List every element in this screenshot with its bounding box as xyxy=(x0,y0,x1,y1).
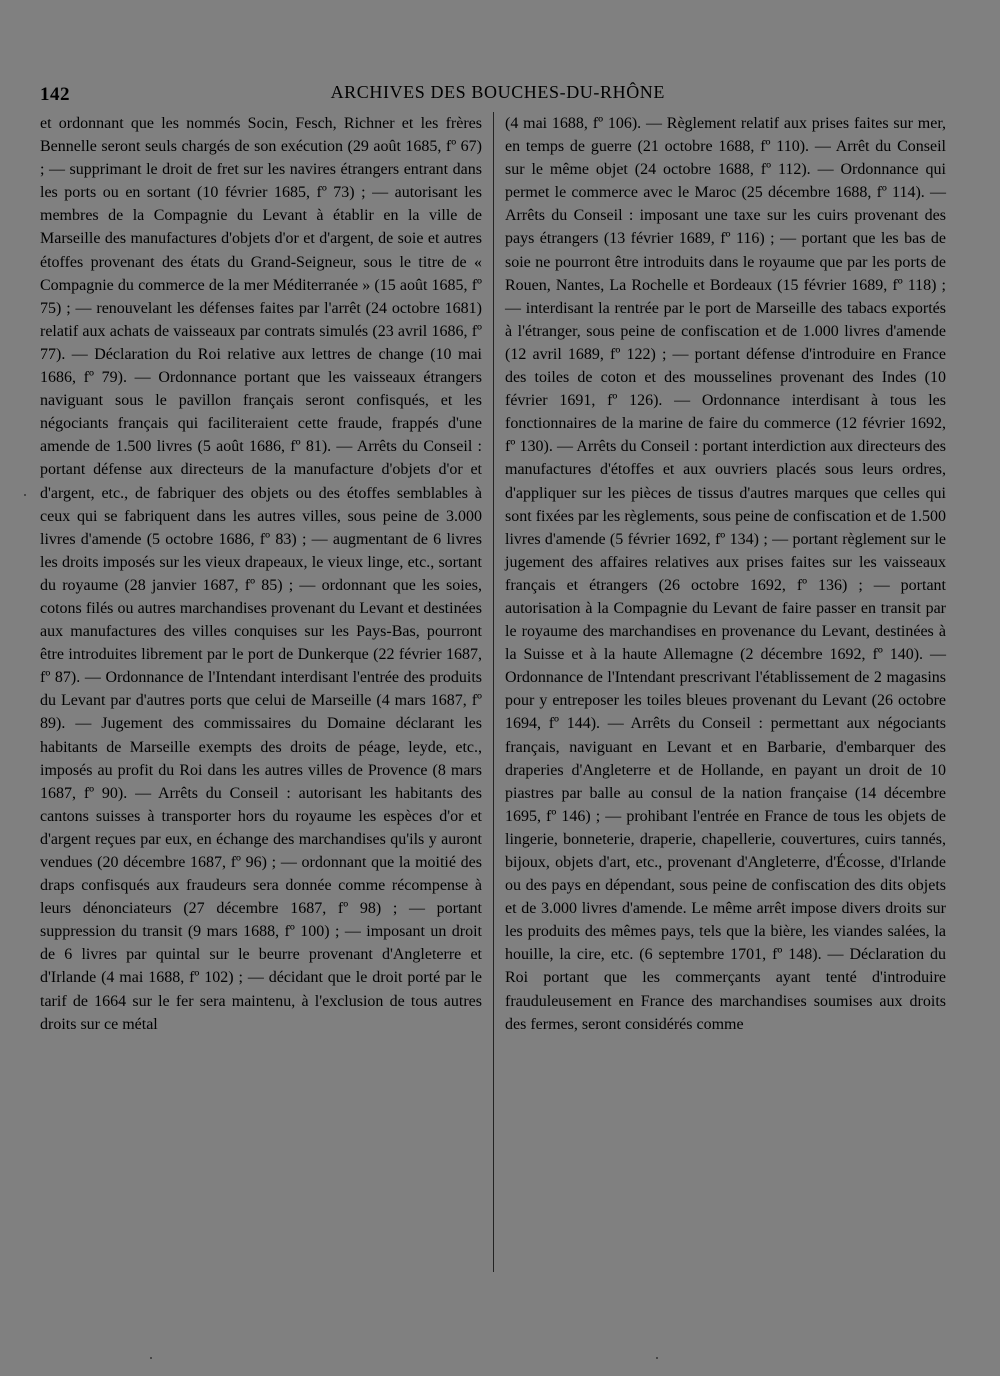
scan-speck xyxy=(656,1357,658,1359)
text-column-left xyxy=(40,112,482,1036)
page-header xyxy=(40,80,665,108)
scan-speck xyxy=(24,494,26,496)
column-text: et ordonnant que les nommés Socin, Fesch, Richner et les frères Bennelle seront seuls chargés de son exécution (29 août 1685, fº 67) ; — supprimant le droit de fret sur les navires étrangers entrant dans les ports ou en sortant (10 février 1685, fº 73) ; — autorisant les membres de la Compagnie du Levant à établir en la ville de Marseille des manufactures d'objets d'or et d'argent, de soie et autres étoffes provenant des états du Grand-Seigneur, sous le titre de « Compagnie du commerce de la mer Méditerranée » (15 août 1685, fº 75) ; — renouvelant les défenses faites par l'arrêt (24 octobre 1681) relatif aux achats de vaisseaux par contrats simulés (23 avril 1686, fº 77). — Déclaration du Roi relative aux lettres de change (10 mai 1686, fº 79). — Ordonnance portant que les vaisseaux étrangers naviguant sous le pavillon français seront confisqués, et les négociants français qui faciliteraient cette fraude, frappés d'une amende de 1.500 livres (5 août 1686, fº 81). — Arrêts du Conseil : portant défense aux directeurs de la manufacture d'objets d'or et d'argent, etc., de fabriquer des objets ou des étoffes semblables à ceux qui se fabriquent dans les autres villes, sous peine de 3.000 livres d'amende (5 octobre 1686, fº 83) ; — augmentant de 6 livres les droits imposés sur les vieux drapeaux, le vieux linge, etc., sortant du royaume (28 janvier 1687, fº 85) ; — ordonnant que les soies, cotons filés ou autres marchandises provenant du Levant et destinées aux manufactures des villes conquises sur les Pays-Bas, pourront être introduites librement par le port de Dunkerque (22 février 1687, fº 87). — Ordonnance de l'Intendant interdisant l'entrée des produits du Levant par d'autres ports que celui de Marseille (4 mars 1687, fº 89). — Jugement des commissaires du Domaine déclarant les habitants de Marseille exempts des droits de péage, leyde, etc., imposés au profit du Roi dans les autres villes de Provence (8 mars 1687, fº 90). — Arrêts du Conseil : autorisant les habitants des cantons suisses à transporter hors du royaume les espèces d'or et d'argent reçues par eux, en échange des marchandises qu'ils y auront vendues (20 décembre 1687, fº 96) ; — ordonnant que la moitié des draps confisqués aux fraudeurs sera donnée comme récompense à leurs dénonciateurs (27 décembre 1687, fº 98) ; — portant suppression du transit (9 mars 1688, fº 100) ; — imposant un droit de 6 livres par quintal sur le beurre provenant d'Angleterre et d'Irlande (4 mai 1688, fº 102) ; — décidant que le droit porté par le tarif de 1664 sur le fer sera maintenu, à l'exclusion de tous autres droits sur ce métal xyxy=(40,115,482,1033)
column-text: (4 mai 1688, fº 106). — Règlement relatif aux prises faites sur mer, en temps de guerre (21 octobre 1688, fº 110). — Arrêt du Conseil sur le même objet (24 octobre 1688, fº 112). — Ordonnance qui permet le commerce avec le Maroc (25 décembre 1688, fº 114). — Arrêts du Conseil : imposant une taxe sur les cuirs provenant des pays étrangers (13 février 1689, fº 116) ; — portant que les bas de soie ne pourront être introduits dans le royaume que par les ports de Rouen, Nantes, La Rochelle et Bordeaux (15 février 1689, fº 118) ; — interdisant la rentrée par le port de Marseille des tabacs exportés à l'étranger, sous peine de confiscation et de 1.000 livres d'amende (12 avril 1689, fº 122) ; — portant défense d'introduire en France des toiles de coton et des mousselines provenant des Indes (10 février 1691, fº 126). — Ordonnance interdisant à tous les fonctionnaires de la marine de faire du commerce (12 février 1692, fº 130). — Arrêts du Conseil : portant interdiction aux directeurs des manufactures d'étoffes et aux ouvriers placés sous leurs ordres, d'appliquer sur les pièces de tissus d'autres marques que celles qui sont fixées par les règlements, sous peine de confiscation et de 1.500 livres d'amende (5 février 1692, fº 134) ; — portant règlement sur le jugement des affaires relatives aux prises faites sur les vaisseaux français et étrangers (26 octobre 1692, fº 136) ; — portant autorisation à la Compagnie du Levant de faire passer en transit par le royaume des marchandises en provenance du Levant, destinées à la Suisse et à la haute Allemagne (2 décembre 1692, fº 140). — Ordonnance de l'Intendant prescrivant l'établissement de 2 magasins pour y entreposer les toiles bleues provenant du Levant (26 octobre 1694, fº 144). — Arrêts du Conseil : permettant aux négociants français, naviguant en Levant et en Barbarie, d'embarquer des draperies d'Angleterre et de Hollande, en payant un droit de 10 piastres par balle au consul de la nation française (14 décembre 1695, fº 146) ; — prohibant l'entrée en France de tous les objets de lingerie, bonneterie, draperie, chapellerie, couvertures, cuirs tannés, bijoux, objets d'art, etc., provenant d'Angleterre, d'Écosse, d'Irlande ou des pays en dépendant, sous peine de confiscation des dits objets et de 3.000 livres d'amende. Le même arrêt impose divers droits sur les produits des mêmes pays, tels que la bière, les viandes salées, la houille, la cire, etc. (6 septembre 1701, fº 148). — Déclaration du Roi portant que les commerçants ayant tenté d'introduire frauduleusement en France des marchandises soumises aux droits des fermes, seront considérés comme xyxy=(505,115,946,1033)
scan-speck xyxy=(150,1357,152,1359)
column-divider xyxy=(493,112,494,1272)
text-column-right xyxy=(505,112,946,1036)
running-title: ARCHIVES DES BOUCHES-DU-RHÔNE xyxy=(330,82,665,102)
page-number: 142 xyxy=(40,84,70,105)
